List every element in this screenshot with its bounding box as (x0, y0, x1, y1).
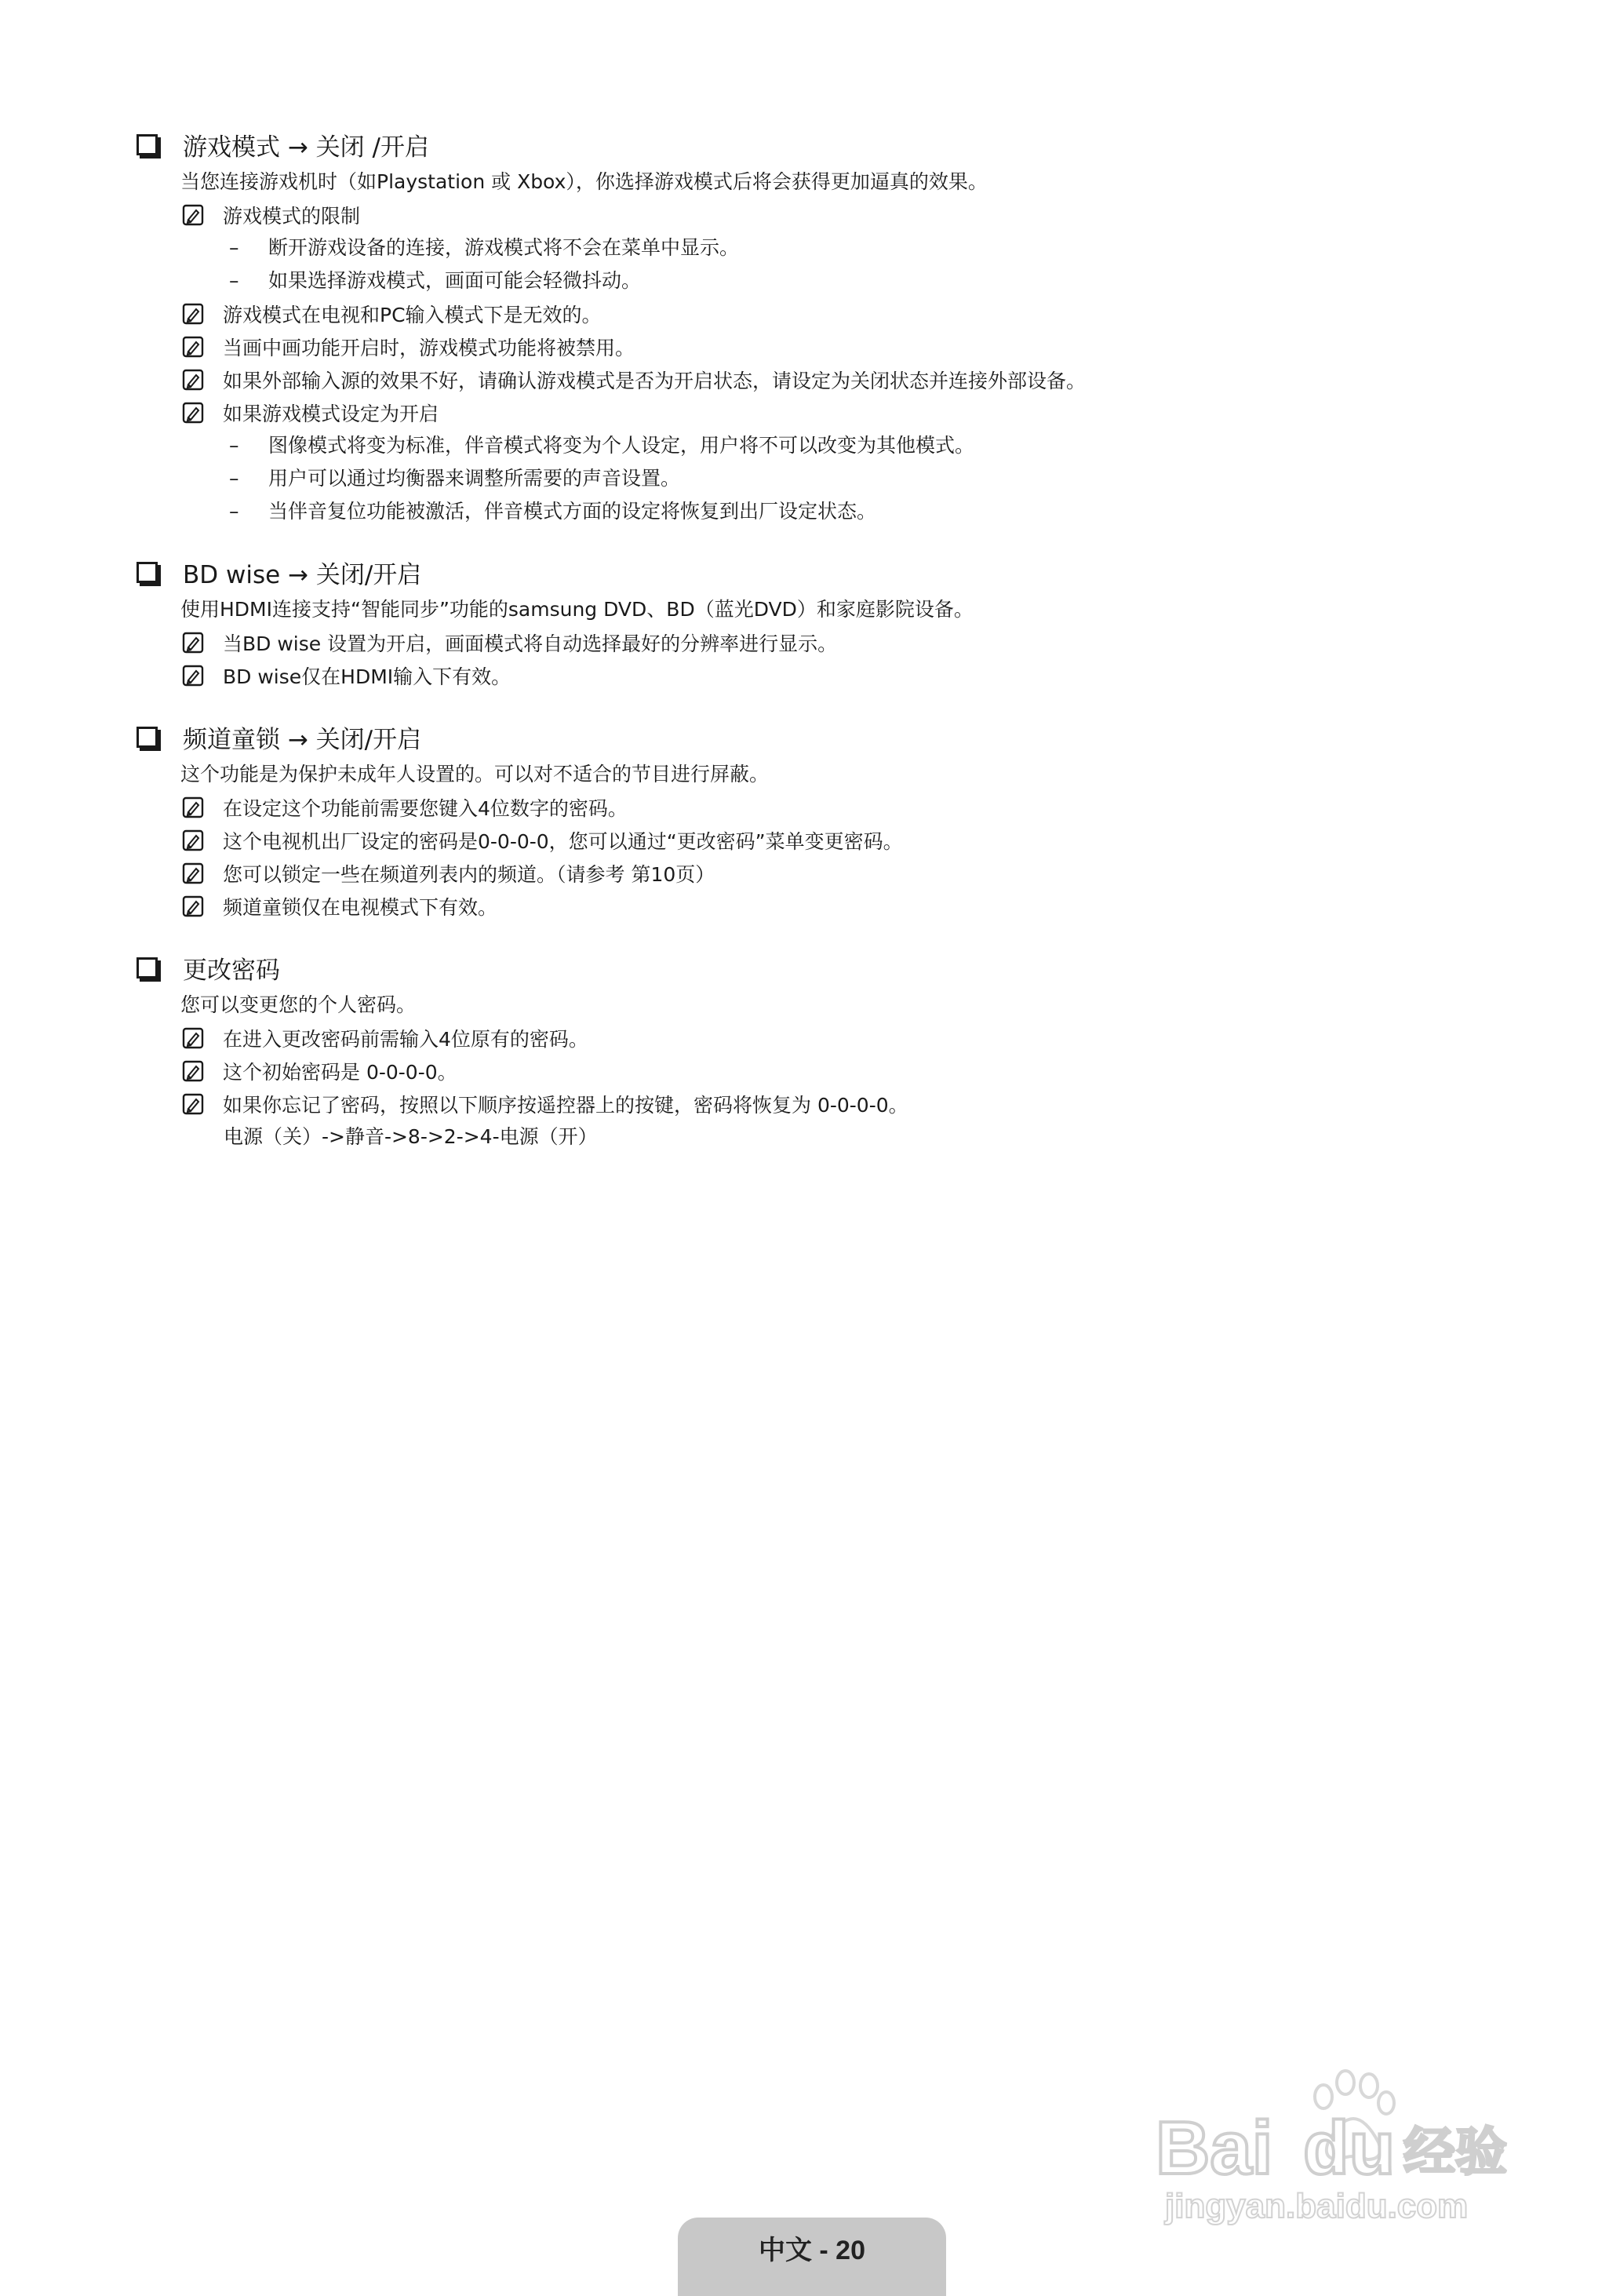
note-text: 在设定这个功能前需要您键入4位数字的密码。 (223, 797, 628, 820)
checkbox-bullet-icon (137, 134, 158, 155)
watermark-url: jingyan.baidu.com (1165, 2187, 1469, 2225)
note-item (133, 297, 1506, 330)
note-icon (182, 632, 204, 654)
section-title: 游戏模式 → 关闭 /开启 (183, 133, 429, 162)
note-icon (182, 665, 204, 687)
note-item (133, 1055, 1506, 1088)
note-icon (182, 303, 204, 325)
checkbox-bullet-icon (137, 957, 158, 979)
note-text: 您可以锁定一些在频道列表内的频道。（请参考 第10页） (223, 863, 715, 886)
section-bd-wise (133, 551, 1506, 692)
section-description: 使用HDMI连接支持“智能同步”功能的samsung DVD、BD（蓝光DVD）和家庭影院设备。 (180, 598, 974, 621)
dash-marker: – (229, 500, 239, 523)
sub-item-text: 图像模式将变为标准，伴音模式将变为个人设定，用户将不可以改变为其他模式。 (268, 434, 975, 457)
section-description: 您可以变更您的个人密码。 (180, 993, 417, 1016)
sub-item (133, 462, 1506, 495)
note-item (133, 363, 1506, 396)
note-icon (182, 369, 204, 391)
note-icon (182, 829, 204, 851)
section-title: 频道童锁 → 关闭/开启 (183, 725, 422, 754)
note-icon (182, 402, 204, 424)
note-icon (182, 1060, 204, 1082)
sub-item-text: 如果选择游戏模式，画面可能会轻微抖动。 (268, 269, 642, 292)
note-icon (182, 1027, 204, 1049)
note-item (133, 659, 1506, 692)
note-text: 游戏模式在电视和PC输入模式下是无效的。 (223, 304, 602, 326)
svg-text:经验: 经验 (1403, 2122, 1507, 2182)
note-icon (182, 1093, 204, 1115)
note-text: 如果外部输入源的效果不好，请确认游戏模式是否为开启状态，请设定为关闭状态并连接外部设备。 (223, 370, 1087, 392)
note-icon (182, 796, 204, 818)
note-text: 在进入更改密码前需输入4位原有的密码。 (223, 1028, 588, 1051)
section-description: 这个功能是为保护未成年人设置的。可以对不适合的节目进行屏蔽。 (180, 763, 770, 785)
note-text: 这个电视机出厂设定的密码是0-0-0-0，您可以通过“更改密码”菜单变更密码。 (223, 830, 903, 853)
note-text: 频道童锁仅在电视模式下有效。 (223, 896, 498, 919)
checkbox-bullet-icon (137, 562, 158, 583)
continuation-line: 电源（关）->静音->8->2->4-电源（开） (224, 1125, 598, 1148)
section-heading (133, 551, 1506, 593)
note-text: 当BD wise 设置为开启，画面模式将自动选择最好的分辨率进行显示。 (223, 632, 838, 655)
note-item (133, 791, 1506, 824)
sub-item-text: 用户可以通过均衡器来调整所需要的声音设置。 (268, 467, 681, 490)
dash-marker: – (229, 236, 239, 259)
section-title: BD wise → 关闭/开启 (183, 560, 422, 589)
section-channel-lock (133, 716, 1506, 923)
note-icon (182, 204, 204, 226)
note-item (133, 890, 1506, 923)
section-game-mode (133, 123, 1506, 528)
sub-item (133, 429, 1506, 462)
svg-text:du: du (1303, 2106, 1396, 2190)
note-text: 游戏模式的限制 (223, 205, 361, 228)
note-item (133, 1088, 1506, 1121)
note-item (133, 824, 1506, 857)
dash-marker: – (229, 434, 239, 457)
section-heading (133, 946, 1506, 989)
note-text: 当画中画功能开启时，游戏模式功能将被禁用。 (223, 337, 635, 359)
note-item (133, 1022, 1506, 1055)
note-text: 如果你忘记了密码，按照以下顺序按遥控器上的按键，密码将恢复为 0-0-0-0。 (223, 1094, 908, 1117)
sub-item (133, 231, 1506, 264)
dash-marker: – (229, 269, 239, 292)
section-heading (133, 716, 1506, 758)
note-icon (182, 336, 204, 358)
baidu-jingyan-watermark (1149, 2040, 1526, 2236)
note-icon (182, 862, 204, 884)
note-text: 如果游戏模式设定为开启 (223, 403, 439, 425)
sub-item-text: 当伴音复位功能被激活，伴音模式方面的设定将恢复到出厂设定状态。 (268, 500, 877, 523)
sub-item (133, 264, 1506, 297)
dash-marker: – (229, 467, 239, 490)
note-text: BD wise仅在HDMI输入下有效。 (223, 665, 511, 688)
note-item (133, 199, 1506, 231)
note-item (133, 396, 1506, 429)
section-change-password (133, 946, 1506, 1153)
section-heading (133, 123, 1506, 166)
svg-text:Bai: Bai (1156, 2106, 1273, 2190)
note-item (133, 330, 1506, 363)
note-icon (182, 895, 204, 917)
sub-item-text: 断开游戏设备的连接，游戏模式将不会在菜单中显示。 (268, 236, 740, 259)
section-description: 当您连接游戏机时（如Playstation 或 Xbox），你选择游戏模式后将会获得更加逼真的效果。 (180, 170, 988, 193)
note-item (133, 857, 1506, 890)
note-text: 这个初始密码是 0-0-0-0。 (223, 1061, 457, 1084)
page-number: 中文 - 20 (758, 2236, 866, 2265)
sub-item (133, 495, 1506, 528)
note-item (133, 626, 1506, 659)
section-title: 更改密码 (183, 956, 280, 985)
page-number-tab (678, 2218, 946, 2296)
checkbox-bullet-icon (137, 727, 158, 748)
